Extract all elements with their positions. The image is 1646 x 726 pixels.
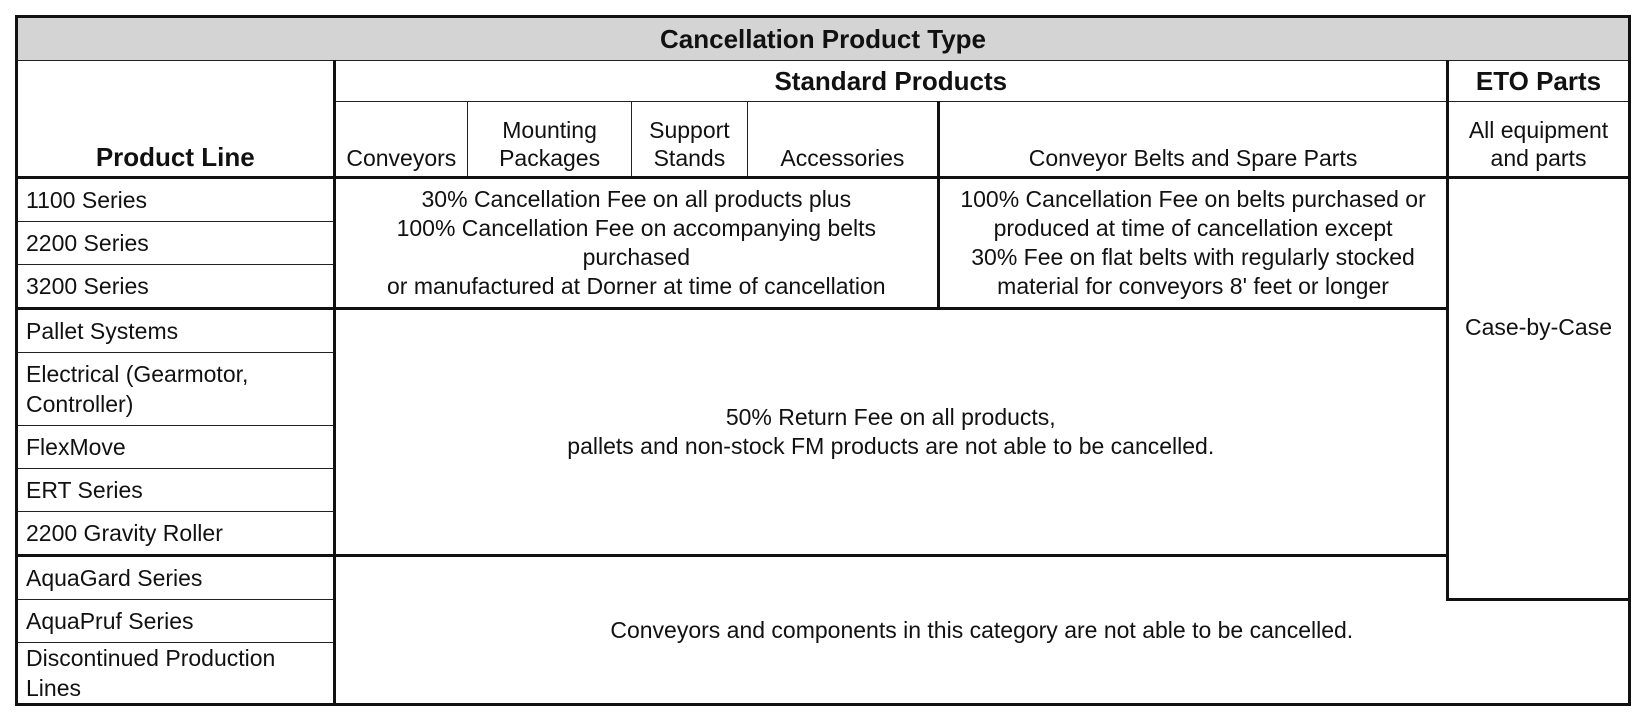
table-row-label: 3200 Series [17, 265, 335, 309]
table-row-label: Pallet Systems [17, 309, 335, 353]
col-header-accessories [747, 102, 938, 178]
product-line-header: Product Line [17, 61, 335, 178]
table-row-label: 2200 Series [17, 222, 335, 265]
col-header-eto-all-equipment [1448, 102, 1630, 178]
cancellation-table-frame [15, 15, 1631, 706]
belts-policy-line: produced at time of cancellation except [993, 215, 1393, 241]
standard-products-header: Standard Products [334, 61, 1447, 102]
table-row-label: AquaGard Series [17, 556, 335, 600]
col-header-eto-line1: All equipment [1468, 117, 1609, 143]
col-header-mounting-line2: Packages [499, 145, 601, 171]
table-row-label: 2200 Gravity Roller [17, 512, 335, 556]
row-label-line: Electrical (Gearmotor, [26, 361, 249, 387]
table-row-label: AquaPruf Series [17, 600, 335, 643]
belts-policy-line: 100% Cancellation Fee on belts purchased or [960, 186, 1426, 212]
section3-policy: Conveyors and components in this category are not able to be cancelled. [334, 556, 1629, 705]
belts-policy-line: material for conveyors 8' feet or longer [997, 273, 1389, 299]
table-title: Cancellation Product Type [17, 17, 1630, 61]
col-header-mounting-packages [468, 102, 632, 178]
table-row-label: FlexMove [17, 426, 335, 469]
table-row-label: Discontinued Production Lines [17, 643, 335, 705]
section1-belts-policy [939, 178, 1448, 309]
col-header-conveyors [334, 102, 468, 178]
section2-policy-line: pallets and non-stock FM products are not able to be cancelled. [567, 433, 1215, 459]
col-header-accessories-label: Accessories [780, 145, 905, 171]
col-header-conveyors-label: Conveyors [346, 145, 457, 171]
section2-policy-line: 50% Return Fee on all products, [725, 404, 1056, 430]
col-header-mounting-line1: Mounting [502, 117, 597, 143]
eto-parts-header: ETO Parts [1448, 61, 1630, 102]
section1-policy-line: or manufactured at Dorner at time of cancellation [387, 273, 886, 299]
table-row-label: 1100 Series [17, 178, 335, 222]
section1-policy-line: 100% Cancellation Fee on accompanying belts purchased [396, 215, 877, 270]
section1-policy-line: 30% Cancellation Fee on all products plus [421, 186, 852, 212]
col-header-support-line2: Stands [653, 145, 726, 171]
col-header-belts-spare-parts [939, 102, 1448, 178]
col-header-support-line1: Support [649, 117, 730, 143]
row-label-line: Controller) [26, 391, 134, 417]
table-row-label: ERT Series [17, 469, 335, 512]
belts-policy-line: 30% Fee on flat belts with regularly stocked [971, 244, 1415, 270]
eto-policy-text: Case-by-Case [1465, 313, 1612, 340]
eto-policy-cell [1448, 178, 1630, 600]
col-header-eto-line2: and parts [1490, 145, 1587, 171]
table-row-label [17, 353, 335, 426]
section2-policy [334, 309, 1447, 556]
cancellation-policy-table [15, 15, 1631, 706]
col-header-belts-label: Conveyor Belts and Spare Parts [1028, 145, 1358, 171]
section1-standard-policy [334, 178, 939, 309]
col-header-support-stands [632, 102, 748, 178]
